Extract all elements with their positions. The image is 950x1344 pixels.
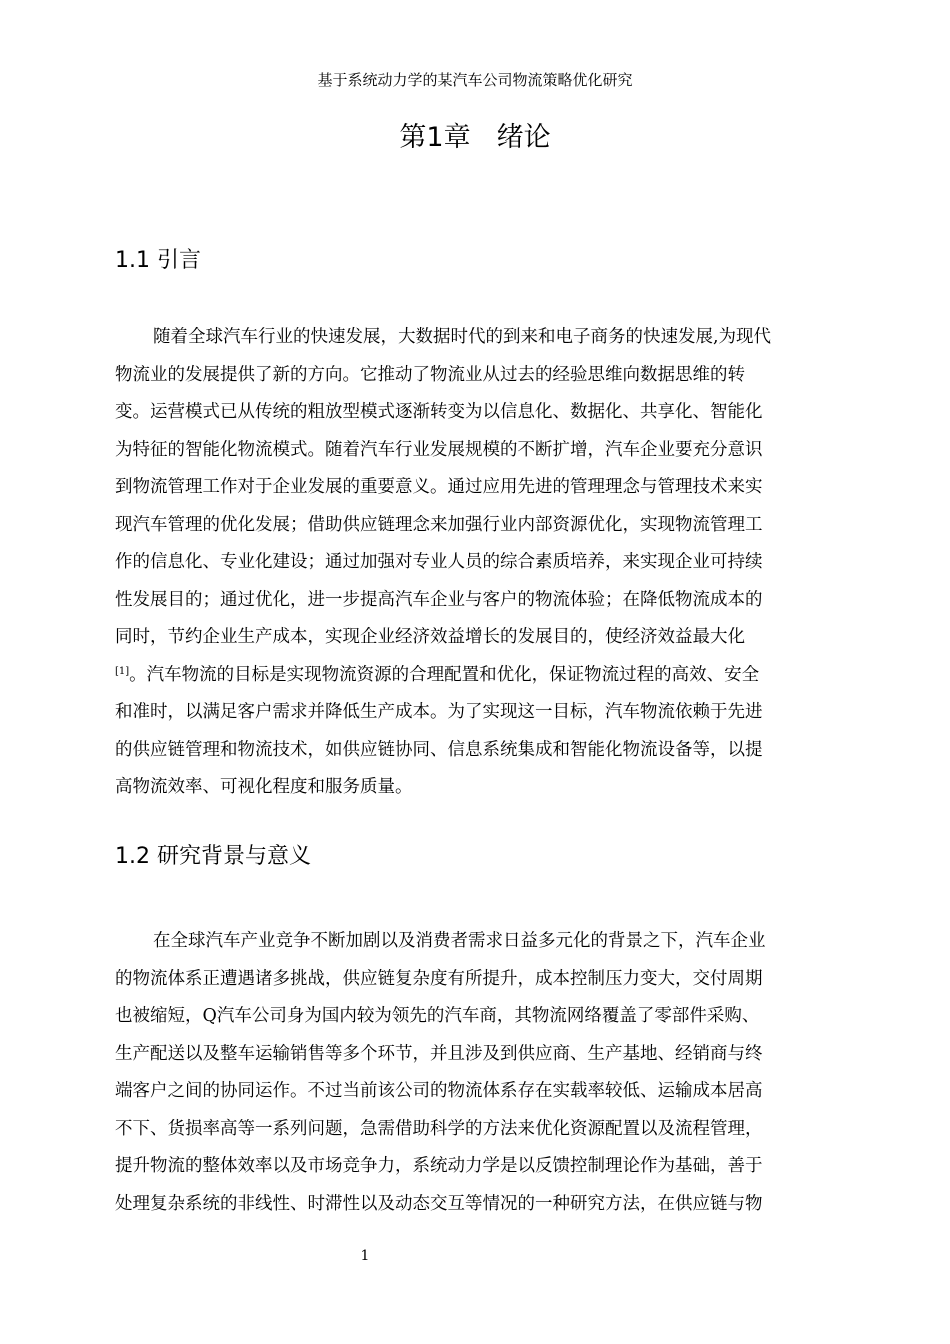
- paragraph-line: 生产配送以及整车运输销售等多个环节，并且涉及到供应商、生产基地、经销商与终: [115, 1043, 763, 1064]
- paragraph-line: 到物流管理工作对于企业发展的重要意义。通过应用先进的管理理念与管理技术来实: [115, 477, 763, 497]
- paragraph-line: 随着全球汽车行业的快速发展，大数据时代的到来和电子商务的快速发展,为现代: [153, 327, 772, 347]
- paragraph-line: 在全球汽车产业竞争不断加剧以及消费者需求日益多元化的背景之下，汽车企业: [153, 931, 766, 951]
- paragraph-line: 也被缩短，Q汽车公司身为国内较为领先的汽车商，其物流网络覆盖了零部件采购、: [115, 1006, 760, 1026]
- paragraph-line: 同时，节约企业生产成本，实现企业经济效益增长的发展目的，使经济效益最大化: [115, 627, 745, 647]
- paragraph-line: 变。运营模式已从传统的粗放型模式逐渐转变为以信息化、数据化、共享化、智能化: [115, 402, 763, 422]
- paragraph-line: 物流业的发展提供了新的方向。它推动了物流业从过去的经验思维向数据思维的转: [115, 364, 745, 385]
- paragraph-line: 高物流效率、可视化程度和服务质量。: [115, 777, 413, 797]
- paragraph-line: 的物流体系正遭遇诸多挑战，供应链复杂度有所提升，成本控制压力变大，交付周期: [115, 968, 763, 989]
- citation-marker: [1]: [115, 665, 130, 677]
- paragraph-line: 处理复杂系统的非线性、时滞性以及动态交互等情况的一种研究方法，在供应链与物: [115, 1193, 763, 1214]
- paragraph-line-text: 。汽车物流的目标是实现物流资源的合理配置和优化，保证物流过程的高效、安全: [129, 664, 760, 685]
- paragraph-line: [115, 657, 835, 695]
- paragraph-line: 提升物流的整体效率以及市场竞争力，系统动力学是以反馈控制理论作为基础，善于: [115, 1156, 763, 1176]
- paragraph-line: 现汽车管理的优化发展；借助供应链理念来加强行业内部资源优化，实现物流管理工: [115, 514, 763, 535]
- paragraph-line: 的供应链管理和物流技术，如供应链协同、信息系统集成和智能化物流设备等，以提: [115, 739, 763, 760]
- section-heading: 1.2 研究背景与意义: [115, 844, 311, 869]
- section-heading: 1.1 引言: [115, 248, 201, 273]
- paragraph-line: 作的信息化、专业化建设；通过加强对专业人员的综合素质培养，来实现企业可持续: [115, 552, 763, 572]
- paragraph-line: 和准时，以满足客户需求并降低生产成本。为了实现这一目标，汽车物流依赖于先进: [115, 702, 763, 722]
- paragraph-line: 不下、货损率高等一系列问题，急需借助科学的方法来优化资源配置以及流程管理，: [115, 1118, 763, 1139]
- section-paragraph: [115, 923, 835, 1223]
- running-header: 基于系统动力学的某汽车公司物流策略优化研究: [317, 71, 633, 89]
- paragraph-line: 性发展目的；通过优化，进一步提高汽车企业与客户的物流体验；在降低物流成本的: [115, 589, 763, 610]
- chapter-title: [0, 118, 950, 158]
- section-paragraph: [115, 319, 835, 807]
- chapter-number: 第1章: [399, 122, 471, 153]
- chapter-name: 绪论: [496, 122, 551, 153]
- paragraph-line: 为特征的智能化物流模式。随着汽车行业发展规模的不断扩增，汽车企业要充分意识: [115, 439, 763, 460]
- page-number: 1: [360, 1248, 370, 1264]
- paragraph-line: 端客户之间的协同运作。不过当前该公司的物流体系存在实载率较低、运输成本居高: [115, 1081, 763, 1101]
